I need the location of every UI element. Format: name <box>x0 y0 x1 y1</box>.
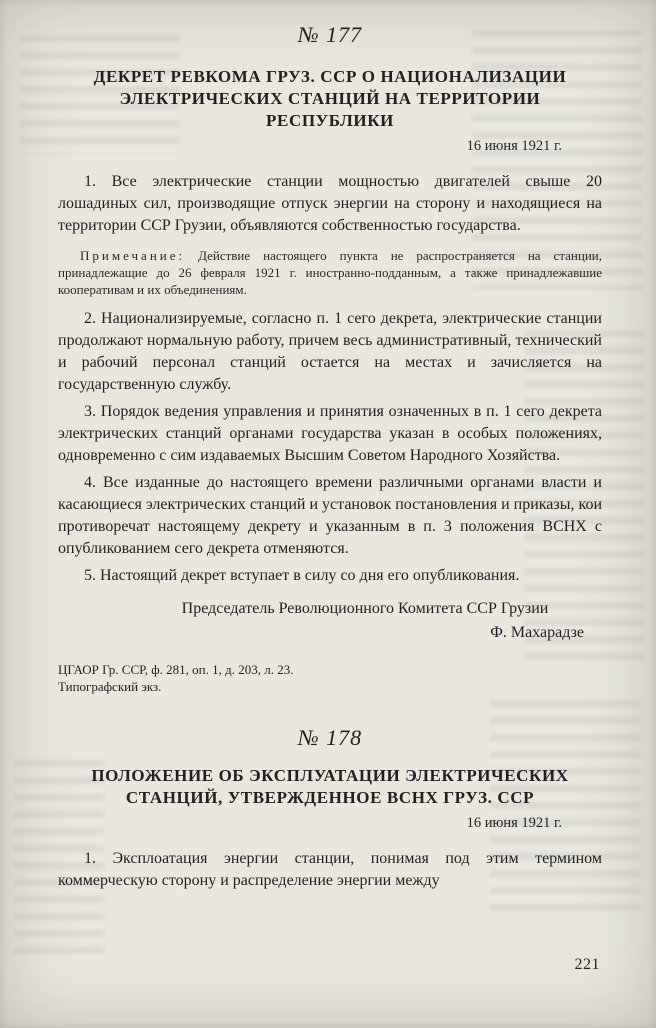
doc-number-178: № 178 <box>297 725 363 750</box>
page-number: 221 <box>574 956 600 973</box>
doc-number-177: № 177 <box>297 22 363 47</box>
doc-title-178: ПОЛОЖЕНИЕ ОБ ЭКСПЛУАТАЦИИ ЭЛЕКТРИЧЕСКИХ СТАНЦИЙ, УТВЕРЖДЕННОЕ ВСНХ ГРУЗ. ССР <box>91 766 569 807</box>
paragraph-5: 5. Настоящий декрет вступает в силу со дня его опубликования. <box>84 567 520 584</box>
doc-title-177: ДЕКРЕТ РЕВКОМА ГРУЗ. ССР О НАЦИОНАЛИЗАЦИИ ЭЛЕКТРИЧЕСКИХ СТАНЦИЙ НА ТЕРРИТОРИИ РЕСПУБЛИКИ <box>93 67 567 130</box>
paragraph-3: 3. Порядок ведения управления и принятия означенных в п. 1 сего декрета электрических станций органами государства указан в особых положениях, одновременно с сим издаваемых Высшим Советом Народного Хозяйства. <box>58 403 602 464</box>
signature-name: Ф. Махарадзе <box>490 624 584 641</box>
archive-source-line-1: ЦГАОР Гр. ССР, ф. 281, оп. 1, д. 203, л. 23. <box>58 662 294 677</box>
note-paragraph <box>58 247 602 298</box>
paragraph-1: 1. Все электрические станции мощностью двигателей свыше 20 лошадиных сил, производящие отпуск энергии на сторону и находящиеся на территории ССР Грузии, объявляются собственностью государства. <box>58 173 602 234</box>
doc-date-178: 16 июня 1921 г. <box>466 815 562 831</box>
archive-source-line-2: Типографский экз. <box>58 679 162 694</box>
page-content <box>58 22 602 897</box>
signature-role: Председатель Революционного Комитета ССР Грузии <box>181 600 549 617</box>
document-177-section <box>58 22 602 695</box>
archive-source <box>58 661 602 695</box>
paragraph-4: 4. Все изданные до настоящего времени различными органами власти и касающиеся электрических станций и установок постановления и приказы, кои противоречат настоящему декрету и указанным в п. 3 положения ВСНХ с опубликованием сего декрета отменяются. <box>58 474 602 557</box>
note-label: Примечание: <box>80 248 186 263</box>
note-text: Действие настоящего пункта не распространяется на станции, принадлежащие до 26 февраля 1921 г. иностранно-подданным, а также принадлежавшие кооперативам и их объединениям. <box>58 248 602 297</box>
paragraph-2: 2. Национализируемые, согласно п. 1 сего декрета, электрические станции продолжают нормальную работу, причем весь административный, технический и рабочий персонал станций остается на местах и зачисляется на государственную службу. <box>58 310 602 393</box>
document-178-section <box>58 725 602 892</box>
doc-date-177: 16 июня 1921 г. <box>466 138 562 154</box>
paragraph-1: 1. Эксплоатация энергии станции, понимая под этим термином коммерческую сторону и распределение энергии между <box>58 850 602 889</box>
